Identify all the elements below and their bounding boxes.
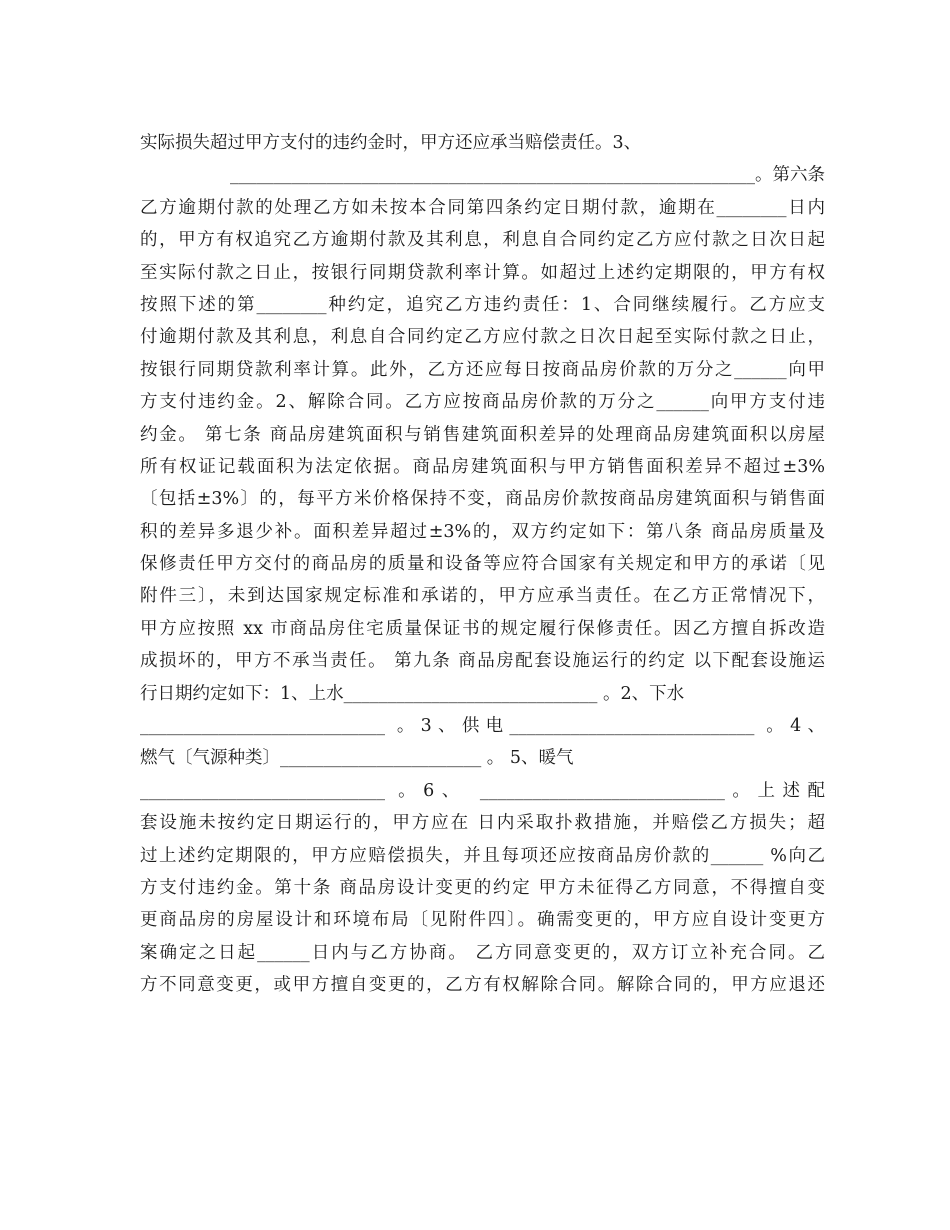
text-line: 至实际付款之日止，按银行同期贷款利率计算。如超过上述约定期限的，甲方有权: [140, 262, 825, 283]
text-line: 乙方逾期付款的处理乙方如未按本合同第四条约定日期付款，逾期在________日内: [140, 197, 825, 218]
text-line: 按照下述的第________种约定，追究乙方违约责任：1、合同继续履行。乙方应支: [140, 294, 825, 315]
text-line: 成损坏的，甲方不承当责任。 第九条 商品房配套设施运行的约定 以下配套设施运: [140, 651, 825, 672]
text-line: 过上述约定期限的，甲方应赔偿损失，并且每项还应按商品房价款的______ %向乙: [140, 845, 825, 866]
text-line: 〔包括±3%〕的，每平方米价格保持不变，商品房价款按商品房建筑面积与销售面: [140, 489, 825, 510]
text-line: ____________________________________________________________。第六条: [230, 165, 825, 186]
text-line: 所有权证记载面积为法定依据。商品房建筑面积与甲方销售面积差异不超过±3%: [140, 456, 825, 477]
text-line: ____________________________ 。6、 ____________________________。上述配: [140, 780, 825, 801]
text-line: 实际损失超过甲方支付的违约金时，甲方还应承当赔偿责任。3、: [140, 133, 642, 153]
text-line: 付逾期付款及其利息，利息自合同约定乙方应付款之日次日起至实际付款之日止，: [140, 327, 825, 348]
text-line: 案确定之日起______日内与乙方协商。 乙方同意变更的，双方订立补充合同。乙: [140, 942, 825, 963]
text-line: 附件三〕，未到达国家规定标准和承诺的，甲方应承当责任。在乙方正常情况下，: [140, 586, 825, 607]
text-line: 甲方应按照 xx 市商品房住宅质量保证书的规定履行保修责任。因乙方擅自拆改造: [140, 618, 825, 639]
text-line: 方不同意变更，或甲方擅自变更的，乙方有权解除合同。解除合同的，甲方应退还: [140, 975, 825, 996]
text-line: 的，甲方有权追究乙方逾期付款及其利息，利息自合同约定乙方应付款之日次日起: [140, 230, 825, 251]
text-line: ____________________________ 。3、供电____________________________ 。4、: [140, 716, 825, 737]
text-line: 燃气〔气源种类〕_______________________ 。 5、暖气: [140, 748, 574, 769]
text-line: 套设施未按约定日期运行的，甲方应在 日内采取扑救措施，并赔偿乙方损失；超: [140, 813, 825, 834]
contract-text-block: [140, 127, 825, 1002]
text-line: 保修责任甲方交付的商品房的质量和设备等应符合国家有关规定和甲方的承诺〔见: [140, 554, 825, 575]
text-line: 方支付违约金。第十条 商品房设计变更的约定 甲方未征得乙方同意，不得擅自变: [140, 877, 825, 898]
text-line: 方支付违约金。2、解除合同。乙方应按商品房价款的万分之______向甲方支付违: [140, 392, 825, 413]
text-line: 行日期约定如下：1、上水_____________________________ 。2、下水: [140, 683, 685, 704]
text-line: 按银行同期贷款利率计算。此外，乙方还应每日按商品房价款的万分之______向甲: [140, 359, 825, 380]
text-line: 约金。 第七条 商品房建筑面积与销售建筑面积差异的处理商品房建筑面积以房屋: [140, 424, 825, 445]
text-line: 积的差异多退少补。面积差异超过±3%的，双方约定如下：第八条 商品房质量及: [140, 521, 825, 542]
text-line: 更商品房的房屋设计和环境布局〔见附件四〕。确需变更的，甲方应自设计变更方: [140, 910, 825, 931]
